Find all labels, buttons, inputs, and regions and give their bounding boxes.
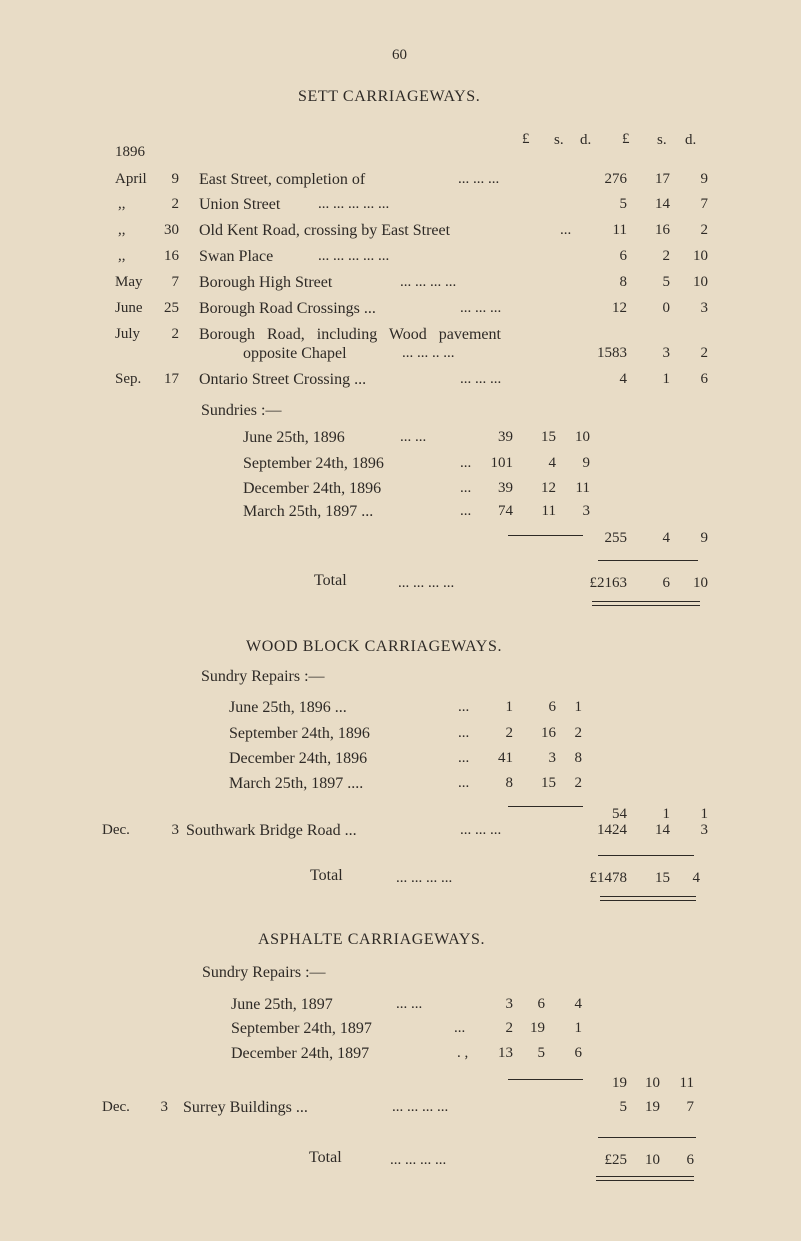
repair-shillings: 6	[537, 996, 545, 1012]
repair-shillings: 15	[541, 775, 556, 791]
repair-date: September 24th, 1896	[229, 725, 370, 742]
entry-description: East Street, completion of	[199, 171, 366, 188]
subtotal-pence: 11	[679, 1075, 694, 1091]
entry-description: Southwark Bridge Road ...	[186, 822, 357, 839]
amount-shillings: 3	[662, 345, 670, 361]
sundry-pence: 11	[575, 480, 590, 496]
amount-pounds: 12	[612, 300, 627, 316]
total-rule	[598, 1137, 696, 1138]
page-number: 60	[392, 47, 407, 63]
repair-pounds: 41	[498, 750, 513, 766]
total-label: Total	[310, 867, 343, 884]
entry-month: Dec.	[102, 822, 130, 838]
entry-description: Old Kent Road, crossing by East Street	[199, 222, 451, 239]
leader-dots: ... ... ... ...	[396, 870, 453, 886]
entry-description: Ontario Street Crossing ...	[199, 371, 367, 388]
leader-dots: ...	[454, 1020, 466, 1036]
sundry-pounds: 101	[490, 455, 513, 471]
amount-pounds: 276	[604, 171, 627, 187]
total-pence: 4	[692, 870, 700, 886]
leader-dots: ...	[458, 750, 470, 766]
leader-dots: ... ... ... ...	[400, 274, 457, 290]
amount-shillings: 5	[662, 274, 670, 290]
entry-month: June	[115, 300, 143, 316]
leader-dots: ... ...	[400, 429, 427, 445]
repair-pence: 1	[574, 1020, 582, 1036]
sundry-pence: 3	[582, 503, 590, 519]
repair-shillings: 5	[537, 1045, 545, 1061]
repair-pence: 1	[574, 699, 582, 715]
entry-description: opposite Chapel	[243, 345, 347, 362]
leader-dots: ...	[460, 480, 472, 496]
header-shillings-2: s.	[657, 132, 667, 148]
repair-pounds: 2	[505, 725, 513, 741]
header-pence-1: d.	[580, 132, 592, 148]
header-pounds-2: £	[622, 131, 630, 147]
entry-day: 25	[164, 300, 179, 316]
leader-dots: ...	[458, 699, 470, 715]
total-pounds: £1478	[589, 870, 627, 886]
entry-description: Borough Road Crossings ...	[199, 300, 376, 317]
amount-shillings: 14	[655, 196, 670, 212]
amount-shillings: 2	[662, 248, 670, 264]
leader-dots: ...	[560, 222, 572, 238]
amount-pence: 3	[700, 822, 708, 838]
sundries-label: Sundries :—	[201, 402, 282, 419]
leader-dots: ...	[460, 455, 472, 471]
leader-dots: ... ... ...	[458, 171, 500, 187]
repair-date: March 25th, 1897 ....	[229, 775, 364, 792]
repair-shillings: 6	[548, 699, 556, 715]
sundry-pence: 10	[575, 429, 590, 445]
leader-dots: ... ... ... ...	[392, 1099, 449, 1115]
amount-shillings: 14	[655, 822, 670, 838]
subtotal-pence: 1	[700, 806, 708, 822]
repair-shillings: 3	[548, 750, 556, 766]
header-shillings-1: s.	[554, 132, 564, 148]
amount-pence: 9	[700, 171, 708, 187]
sundry-shillings: 11	[541, 503, 556, 519]
amount-pence: 7	[686, 1099, 694, 1115]
double-rule	[600, 896, 696, 901]
amount-shillings: 0	[662, 300, 670, 316]
sundry-pence: 9	[582, 455, 590, 471]
entry-day: 9	[171, 171, 179, 187]
repair-pounds: 8	[505, 775, 513, 791]
leader-dots: ... ... ... ... ...	[318, 196, 390, 212]
leader-dots: ... ... ...	[460, 822, 502, 838]
amount-shillings: 1	[662, 371, 670, 387]
leader-dots: ...	[458, 775, 470, 791]
header-pence-2: d.	[685, 132, 697, 148]
sundry-shillings: 12	[541, 480, 556, 496]
sundry-date: March 25th, 1897 ...	[243, 503, 374, 520]
leader-dots: . ,	[457, 1045, 469, 1061]
repair-pounds: 1	[505, 699, 513, 715]
leader-dots: ... ... .. ...	[402, 345, 455, 361]
amount-pence: 10	[693, 274, 708, 290]
amount-shillings: 19	[645, 1099, 660, 1115]
repair-pence: 4	[574, 996, 582, 1012]
amount-pounds: 1424	[597, 822, 627, 838]
sundry-pounds: 74	[498, 503, 513, 519]
entry-month: Dec.	[102, 1099, 130, 1115]
entry-description: Union Street	[199, 196, 281, 213]
subtotal-shillings: 4	[662, 530, 670, 546]
amount-pounds: 5	[619, 196, 627, 212]
amount-pounds: 4	[619, 371, 627, 387]
subtotal-rule	[508, 1079, 583, 1080]
repair-pounds: 2	[505, 1020, 513, 1036]
sundry-date: December 24th, 1896	[243, 480, 382, 497]
entry-day: 30	[164, 222, 179, 238]
repair-date: December 24th, 1897	[231, 1045, 370, 1062]
total-label: Total	[314, 572, 347, 589]
total-pounds: £2163	[589, 575, 627, 591]
amount-shillings: 17	[655, 171, 670, 187]
leader-dots: ...	[458, 725, 470, 741]
leader-dots: ... ... ...	[460, 300, 502, 316]
subtotal-pounds: 255	[604, 530, 627, 546]
amount-pounds: 11	[612, 222, 627, 238]
repair-date: December 24th, 1896	[229, 750, 368, 767]
repair-pence: 6	[574, 1045, 582, 1061]
total-pounds: £25	[604, 1152, 627, 1168]
total-label: Total	[309, 1149, 342, 1166]
section-title-asphalte: ASPHALTE CARRIAGEWAYS.	[258, 931, 486, 948]
subtotal-pounds: 19	[612, 1075, 627, 1091]
entry-month: ,,	[118, 248, 126, 264]
total-rule	[598, 855, 694, 856]
section-title-wood: WOOD BLOCK CARRIAGEWAYS.	[246, 638, 503, 655]
total-shillings: 10	[645, 1152, 660, 1168]
repair-pence: 2	[574, 725, 582, 741]
repair-date: September 24th, 1897	[231, 1020, 372, 1037]
entry-month: July	[115, 326, 141, 342]
repair-shillings: 19	[530, 1020, 545, 1036]
subtotal-shillings: 1	[662, 806, 670, 822]
sundry-pounds: 39	[498, 429, 513, 445]
entry-day: 2	[171, 196, 179, 212]
sundry-pounds: 39	[498, 480, 513, 496]
entry-day: 2	[171, 326, 179, 342]
sundry-date: June 25th, 1896	[243, 429, 345, 446]
total-pence: 10	[693, 575, 708, 591]
header-pounds-1: £	[522, 131, 530, 147]
repair-date: June 25th, 1896 ...	[229, 699, 347, 716]
entry-day: 16	[164, 248, 179, 264]
amount-pence: 2	[700, 222, 708, 238]
sundry-shillings: 4	[548, 455, 556, 471]
repair-pence: 8	[574, 750, 582, 766]
amount-pence: 7	[700, 196, 708, 212]
leader-dots: ... ... ... ... ...	[318, 248, 390, 264]
subtotal-pence: 9	[700, 530, 708, 546]
year-label: 1896	[115, 144, 145, 160]
leader-dots: ... ... ... ...	[398, 575, 455, 591]
amount-pence: 3	[700, 300, 708, 316]
entry-description: Swan Place	[199, 248, 274, 265]
section-title-sett: SETT CARRIAGEWAYS.	[298, 88, 481, 105]
amount-pence: 6	[700, 371, 708, 387]
entry-day: 7	[171, 274, 179, 290]
entry-month: May	[115, 274, 143, 290]
leader-dots: ... ...	[396, 996, 423, 1012]
sundry-shillings: 15	[541, 429, 556, 445]
amount-pence: 2	[700, 345, 708, 361]
wood-repairs-label: Sundry Repairs :—	[201, 668, 325, 685]
entry-description: Borough Road, including Wood pavement	[199, 326, 501, 343]
leader-dots: ...	[460, 503, 472, 519]
subtotal-rule	[508, 806, 583, 807]
amount-pence: 10	[693, 248, 708, 264]
total-shillings: 15	[655, 870, 670, 886]
entry-day: 17	[164, 371, 179, 387]
amount-shillings: 16	[655, 222, 670, 238]
entry-month: Sep.	[115, 371, 142, 387]
repair-pounds: 13	[498, 1045, 513, 1061]
entry-description: Surrey Buildings ...	[183, 1099, 308, 1116]
repair-shillings: 16	[541, 725, 556, 741]
entry-month: April	[115, 171, 147, 187]
amount-pounds: 5	[619, 1099, 627, 1115]
repair-date: June 25th, 1897	[231, 996, 333, 1013]
total-shillings: 6	[662, 575, 670, 591]
leader-dots: ... ... ... ...	[390, 1152, 447, 1168]
entry-day: 3	[171, 822, 179, 838]
repair-pounds: 3	[505, 996, 513, 1012]
asphalte-repairs-label: Sundry Repairs :—	[202, 964, 326, 981]
double-rule	[596, 1176, 694, 1181]
leader-dots: ... ... ...	[460, 371, 502, 387]
entry-month: ,,	[118, 222, 126, 238]
amount-pounds: 8	[619, 274, 627, 290]
entry-day: 3	[160, 1099, 168, 1115]
repair-pence: 2	[574, 775, 582, 791]
entry-description: Borough High Street	[199, 274, 333, 291]
subtotal-shillings: 10	[645, 1075, 660, 1091]
sundry-date: September 24th, 1896	[243, 455, 384, 472]
total-pence: 6	[686, 1152, 694, 1168]
double-rule	[592, 601, 700, 606]
entry-month: ,,	[118, 196, 126, 212]
total-rule	[598, 560, 698, 561]
amount-pounds: 6	[619, 248, 627, 264]
subtotal-rule	[508, 535, 583, 536]
amount-pounds: 1583	[597, 345, 627, 361]
subtotal-pounds: 54	[612, 806, 627, 822]
